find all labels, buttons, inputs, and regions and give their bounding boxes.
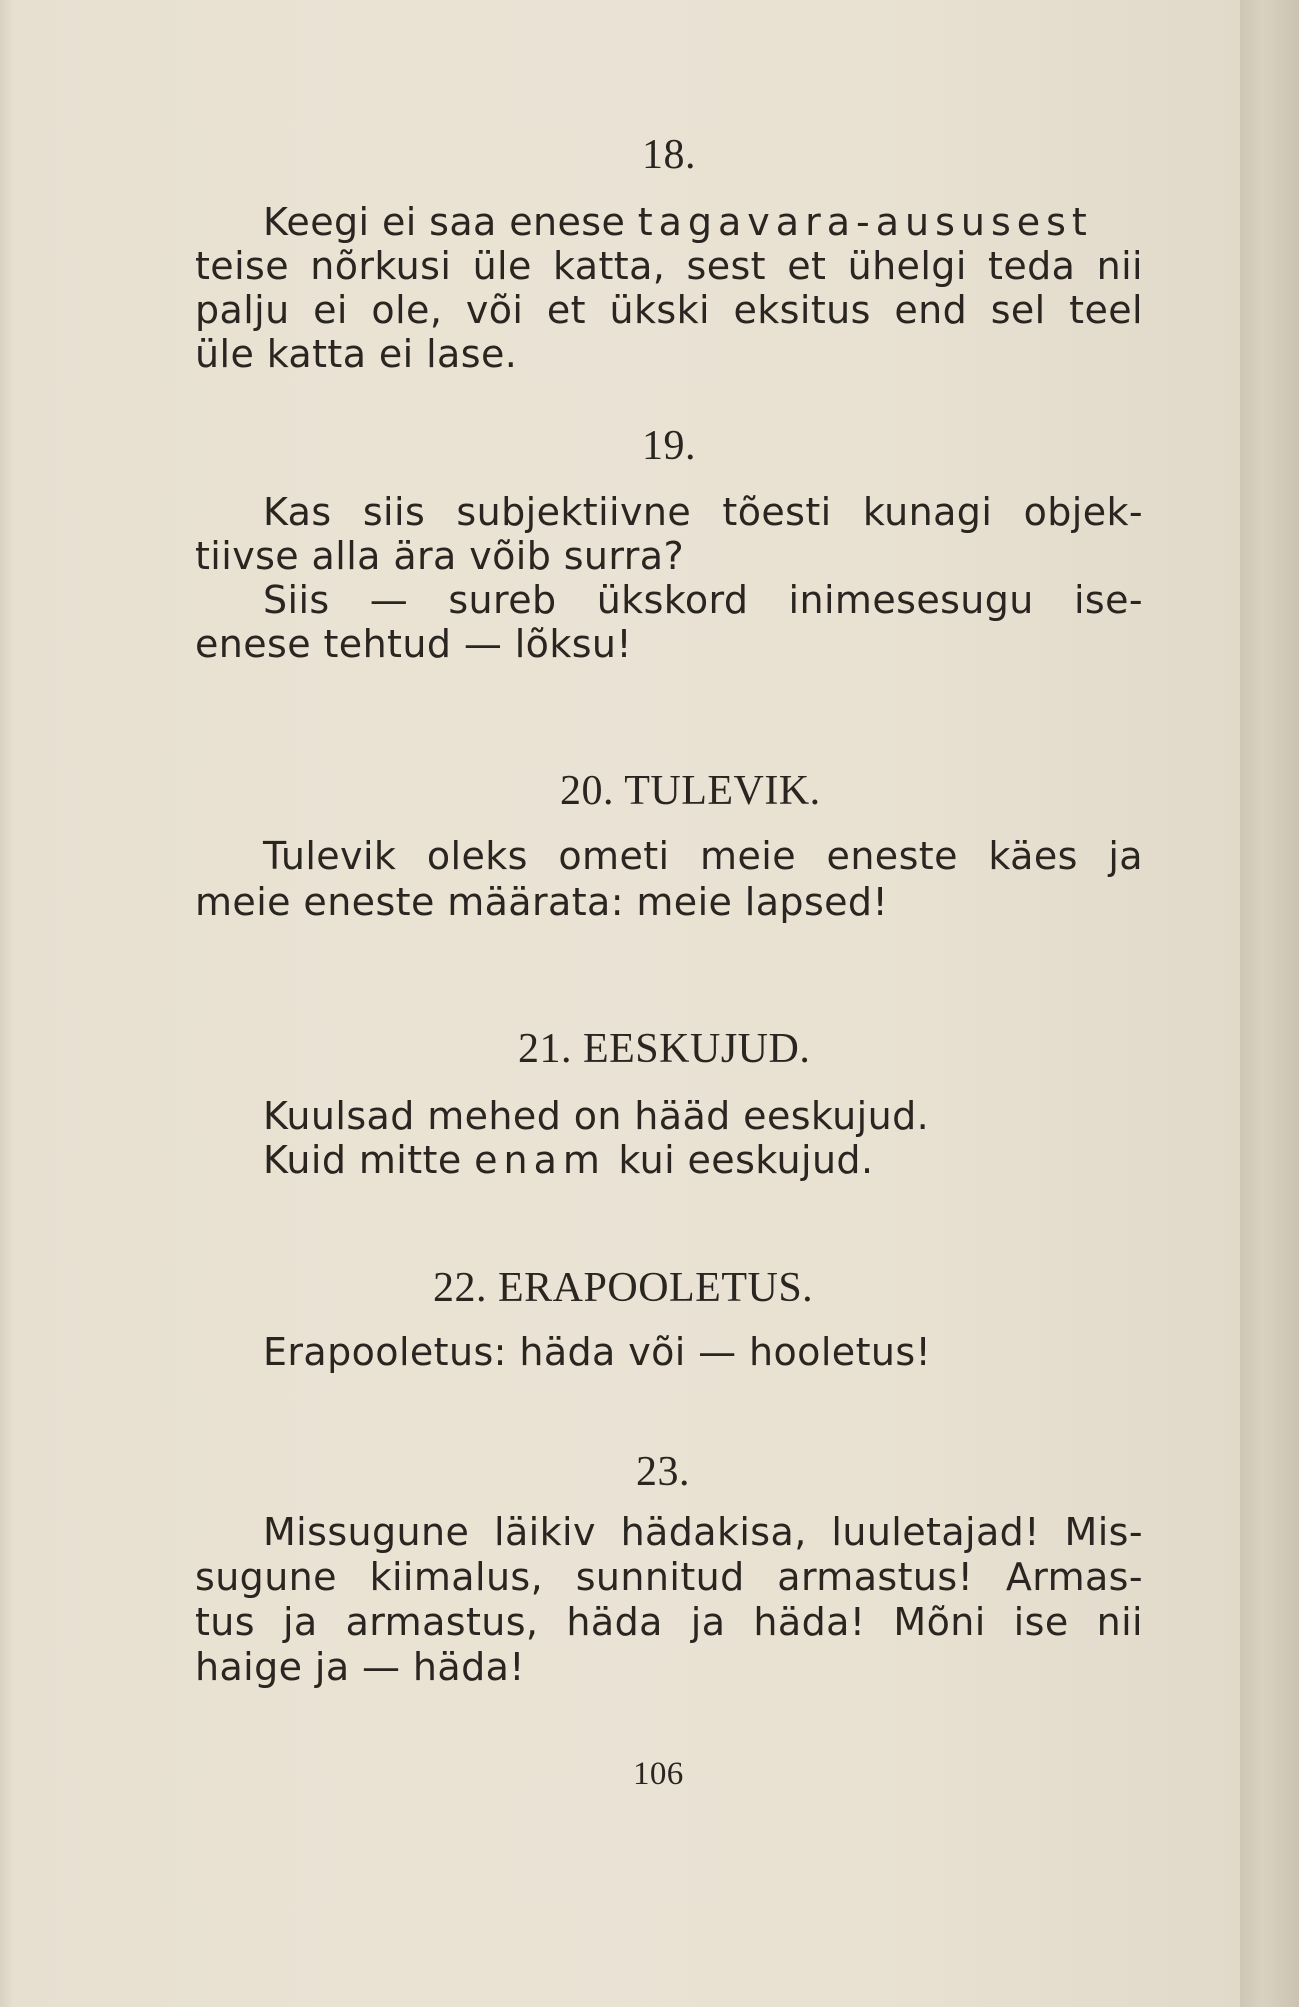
section-heading: 19. xyxy=(642,423,696,469)
section-heading: 23. xyxy=(636,1449,690,1495)
paragraph-line: Kas siis subjektiivne tõesti kunagi objek- xyxy=(263,490,1143,534)
section-heading: 20. TULEVIK. xyxy=(560,768,821,814)
paragraph-line: palju ei ole, või et ükski eksitus end sel teel xyxy=(195,288,1143,332)
spaced-emphasis: tagavara-aususest xyxy=(637,200,1093,244)
paragraph-line: haige ja — häda! xyxy=(195,1645,525,1689)
paragraph-line: tiivse alla ära võib surra? xyxy=(195,534,685,578)
paragraph-line: tus ja armastus, häda ja häda! Mõni ise nii xyxy=(195,1600,1143,1644)
section-heading: 22. ERAPOOLETUS. xyxy=(433,1265,814,1311)
paragraph-line: Keegi ei saa enese tagavara-aususest xyxy=(263,200,1093,244)
paragraph-line: sugune kiimalus, sunnitud armastus! Armas- xyxy=(195,1555,1143,1599)
paragraph-line: Erapooletus: häda või — hooletus! xyxy=(263,1330,932,1374)
paragraph-line: Kuid mitte enam kui eeskujud. xyxy=(263,1138,874,1182)
paragraph-line: Kuulsad mehed on hääd eeskujud. xyxy=(263,1094,930,1138)
page-gutter-shadow xyxy=(0,0,14,2007)
paragraph-line: Tulevik oleks ometi meie eneste käes ja xyxy=(263,834,1143,878)
page-number: 106 xyxy=(633,1756,684,1792)
paragraph-line: enese tehtud — lõksu! xyxy=(195,622,633,666)
paragraph-line: üle katta ei lase. xyxy=(195,332,518,376)
paragraph-line: meie eneste määrata: meie lapsed! xyxy=(195,880,889,924)
paragraph-line: teise nõrkusi üle katta, sest et ühelgi teda nii xyxy=(195,244,1143,288)
section-heading: 18. xyxy=(642,132,696,178)
section-heading: 21. EESKUJUD. xyxy=(518,1026,811,1072)
paragraph-line: Siis — sureb ükskord inimesesugu ise- xyxy=(263,578,1143,622)
spaced-emphasis: enam xyxy=(474,1138,606,1182)
adjacent-page-edge xyxy=(1240,0,1299,2007)
paragraph-line: Missugune läikiv hädakisa, luuletajad! Mis- xyxy=(263,1510,1143,1554)
